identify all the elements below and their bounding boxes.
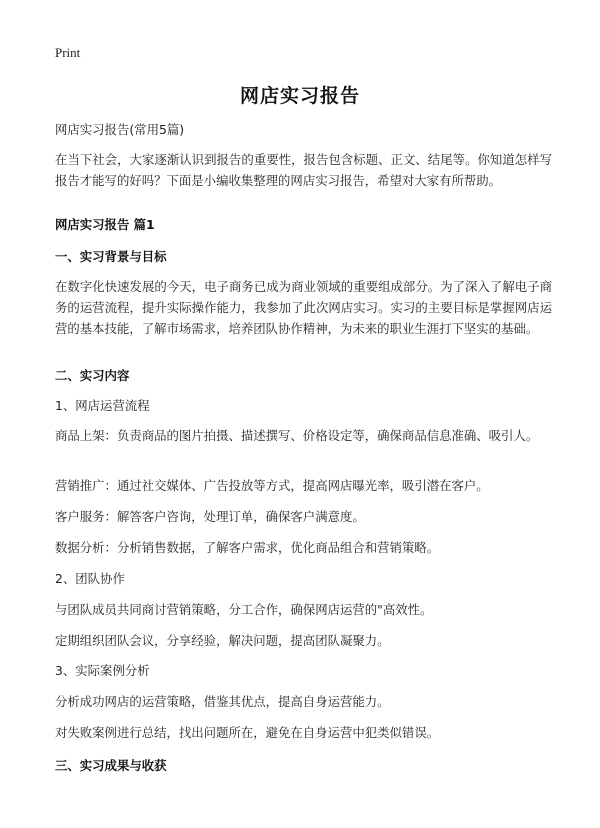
section-heading-results: 三、实习成果与收获	[55, 758, 167, 773]
paragraph-success-cases: 分析成功网店的运营策略，借鉴其优点，提高自身运营能力。	[55, 694, 390, 709]
intro-paragraph: 在当下社会，大家逐渐认识到报告的重要性，报告包含标题、正文、结尾等。你知道怎样写报告才能写的好吗？下面是小编收集整理的网店实习报告，希望对大家有所帮助。	[55, 152, 552, 188]
section-heading-content: 二、实习内容	[55, 368, 130, 383]
subheading-teamwork: 2、团队协作	[55, 571, 125, 586]
article-heading: 网店实习报告 篇1	[55, 217, 155, 232]
section-background-paragraph: 在数字化快速发展的今天，电子商务已成为商业领域的重要组成部分。为了深入了解电子商务的运营流程，提升实际操作能力，我参加了此次网店实习。实习的主要目标是掌握网店运营的基本技能，了解市场需求，培养团队协作精神，为未来的职业生涯打下坚实的基础。	[55, 279, 552, 336]
paragraph-customer-service: 客户服务：解答客户咨询，处理订单，确保客户满意度。	[55, 509, 365, 524]
section-heading-background: 一、实习背景与目标	[55, 249, 167, 264]
paragraph-marketing: 营销推广：通过社交媒体、广告投放等方式，提高网店曝光率，吸引潜在客户。	[55, 478, 489, 493]
print-link[interactable]: Print	[55, 45, 81, 60]
subheading-case-analysis: 3、实际案例分析	[55, 663, 150, 678]
page-title: 网店实习报告	[239, 85, 360, 107]
paragraph-failure-cases: 对失败案例进行总结，找出问题所在，避免在自身运营中犯类似错误。	[55, 725, 440, 740]
document-subtitle: 网店实习报告(常用5篇)	[55, 122, 185, 137]
paragraph-listing: 商品上架：负责商品的图片拍摄、描述撰写、价格设定等，确保商品信息准确、吸引人。	[55, 428, 539, 443]
paragraph-team-strategy: 与团队成员共同商讨营销策略，分工合作，确保网店运营的"高效性。	[55, 602, 433, 617]
paragraph-team-meetings: 定期组织团队会议，分享经验，解决问题，提高团队凝聚力。	[55, 633, 390, 648]
subheading-operations: 1、网店运营流程	[55, 398, 150, 413]
paragraph-data-analysis: 数据分析：分析销售数据，了解客户需求，优化商品组合和营销策略。	[55, 540, 440, 555]
